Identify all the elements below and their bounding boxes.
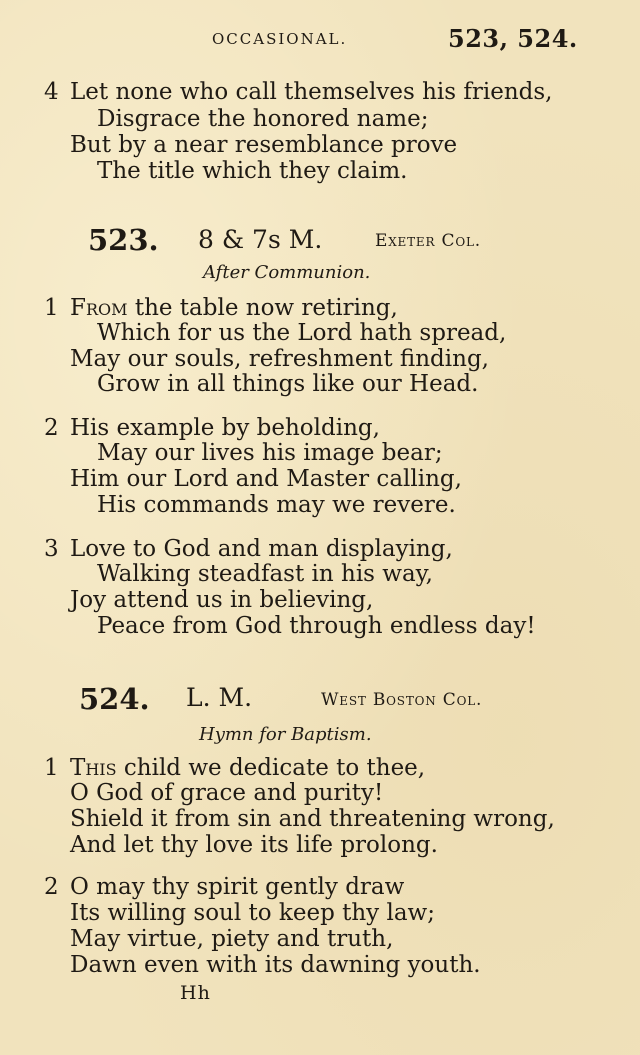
verse-line: Grow in all things like our Head. [97,371,479,397]
verse-line: May our souls, refreshment finding, [70,346,489,372]
verse-line: May our lives his image bear; [97,440,443,466]
first-word: This [70,755,117,781]
running-title: OCCASIONAL. [212,30,348,48]
verse-line: Its willing soul to keep thy law; [70,900,435,926]
stanza-number: 1 [44,755,59,781]
verse-line: Dawn even with its dawning youth. [70,952,481,978]
page-numbers: 523, 524. [448,24,578,53]
tune-name: West Boston Col. [321,690,483,710]
verse-line: Which for us the Lord hath spread, [97,320,507,346]
verse-line: Him our Lord and Master calling, [70,466,462,492]
tune-name: Exeter Col. [375,231,481,251]
hymn-meter: 8 & 7s M. [198,225,323,254]
first-word: From [70,295,128,321]
verse-line: Shield it from sin and threatening wrong, [70,806,555,832]
verse-line: Joy attend us in believing, [70,587,374,613]
verse-line: Let none who call themselves his friends, [70,79,553,105]
stanza-number: 2 [44,415,59,441]
verse-line: O may thy spirit gently draw [70,874,405,900]
stanza-number: 2 [44,874,59,900]
verse-line: Love to God and man displaying, [70,536,453,562]
verse-line: Peace from God through endless day! [97,613,536,639]
verse-line: Disgrace the honored name; [97,106,429,132]
hymn-subtitle: After Communion. [203,262,371,283]
verse-line [70,295,398,321]
stanza-number: 4 [44,79,59,105]
hymn-meter: L. M. [186,683,253,712]
stanza-number: 1 [44,295,59,321]
verse-line: May virtue, piety and truth, [70,926,394,952]
verse-line: And let thy love its life prolong. [70,832,438,858]
verse-line: Walking steadfast in his way, [97,561,433,587]
hymn-subtitle: Hymn for Baptism. [199,724,372,745]
first-line-rest: the table now retiring, [127,295,398,321]
verse-line [70,755,425,781]
hymn-number: 523. [88,223,159,257]
signature-mark: Hh [180,982,211,1004]
verse-line: His commands may we revere. [97,492,456,518]
verse-line: O God of grace and purity! [70,780,384,806]
verse-line: But by a near resemblance prove [70,132,458,158]
hymn-number: 524. [79,682,150,716]
verse-line: The title which they claim. [97,158,408,184]
verse-line: His example by beholding, [70,415,380,441]
stanza-number: 3 [44,536,59,562]
first-line-rest: child we dedicate to thee, [116,755,426,781]
